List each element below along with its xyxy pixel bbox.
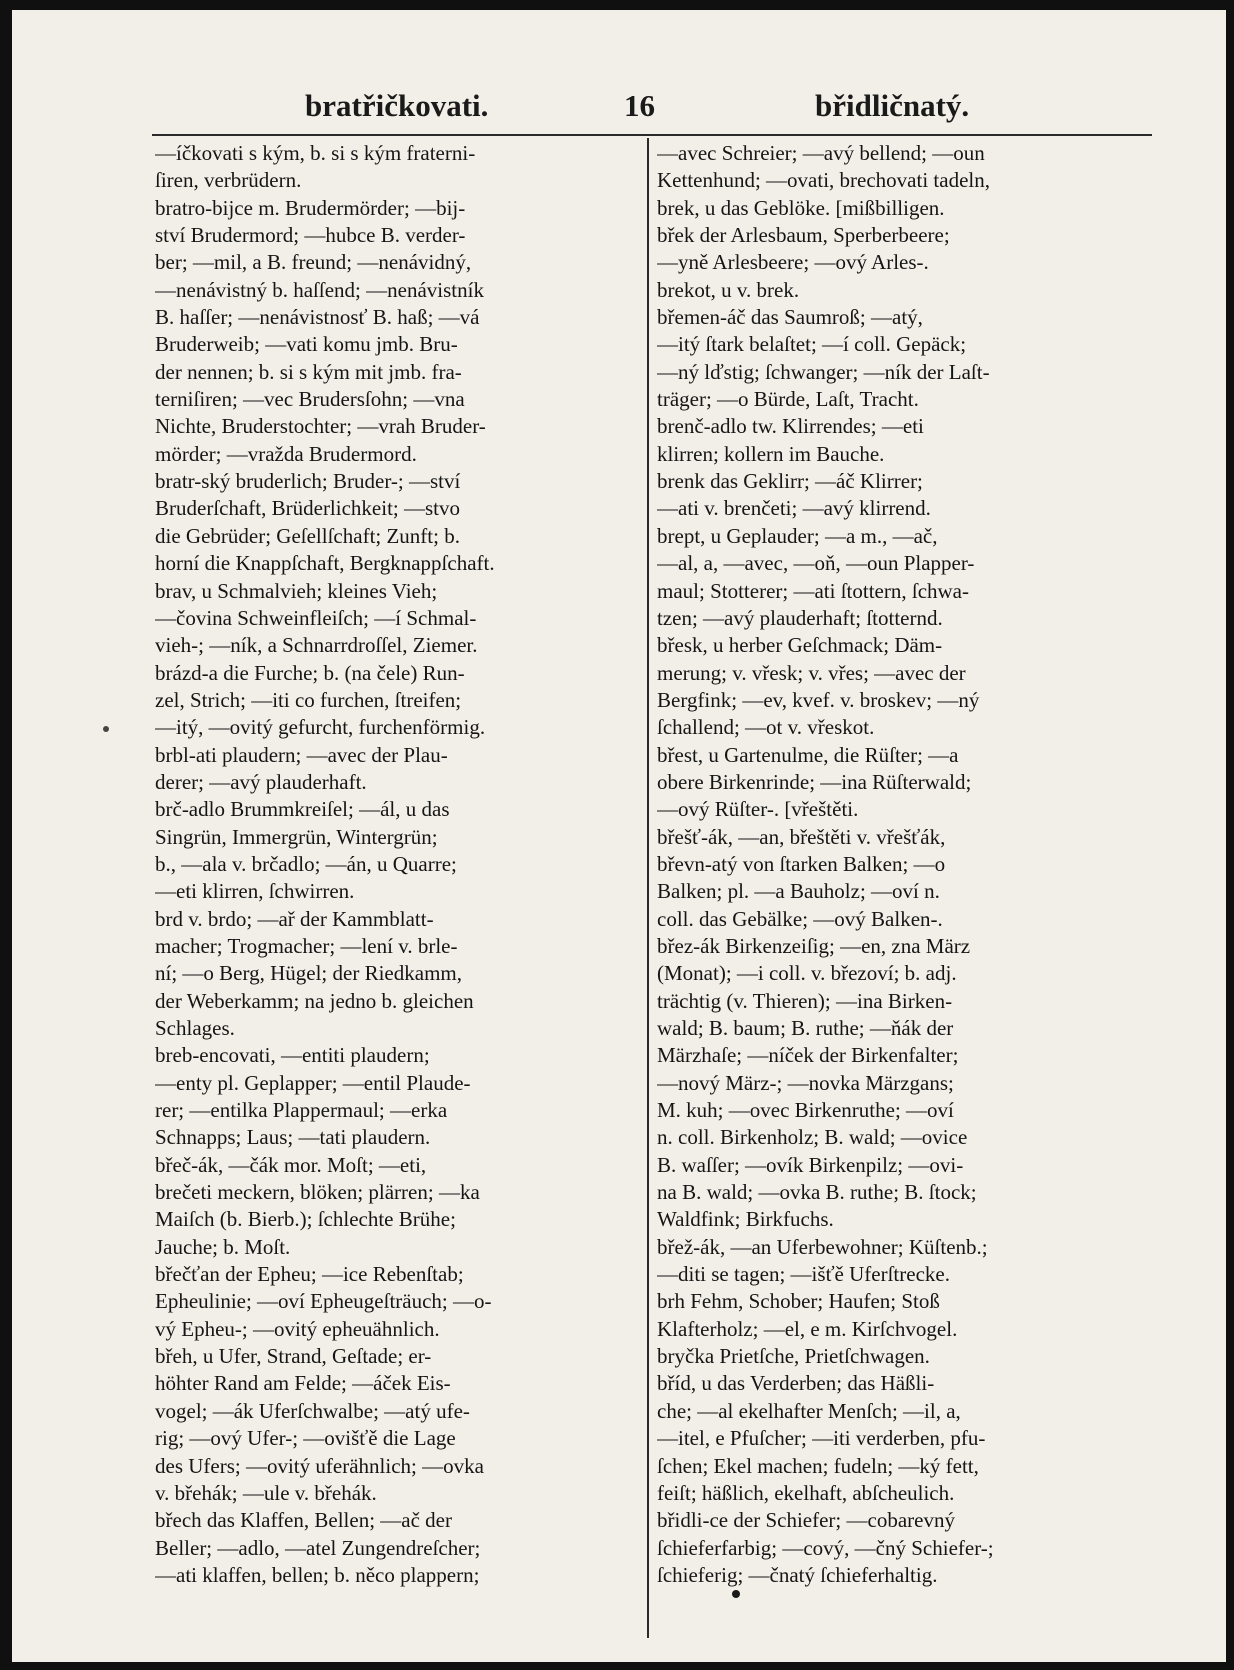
dictionary-line: —čovina Schweinfleiſch; —í Schmal- (155, 605, 477, 630)
dictionary-line: bratr-ský bruderlich; Bruder-; —ství (155, 469, 461, 494)
dictionary-line: Balken; pl. —a Bauholz; —oví n. (657, 879, 940, 904)
dictionary-line: —diti se tagen; —išťě Uferſtrecke. (657, 1262, 950, 1287)
dictionary-line: Märzhaſe; —níček der Birkenfalter; (657, 1043, 959, 1068)
dictionary-line: ní; —o Berg, Hügel; der Riedkamm, (155, 961, 462, 986)
dictionary-line: břemen-áč das Saumroß; —atý, (657, 305, 923, 330)
dictionary-line: maul; Stotterer; —ati ſtottern, ſchwa- (657, 578, 969, 603)
dictionary-line: ſchieferfarbig; —cový, —čný Schiefer-; (657, 1535, 994, 1560)
column-divider (647, 138, 649, 1638)
dictionary-line: —itý, —ovitý gefurcht, furchenförmig. (155, 715, 486, 740)
dictionary-line: Nichte, Bruderstochter; —vrah Bruder- (155, 414, 486, 439)
dictionary-line: —ový Rüſter-. [vřeštěti. (657, 797, 859, 822)
dictionary-line: břešť-ák, —an, břeštěti v. vřešťák, (657, 824, 946, 849)
dictionary-line: —nový März-; —novka Märzgans; (657, 1070, 954, 1095)
dictionary-line: merung; v. vřesk; v. vřes; —avec der (657, 660, 966, 685)
dictionary-line: n. coll. Birkenholz; B. wald; —ovice (657, 1125, 968, 1150)
dictionary-line: břevn-atý von ſtarken Balken; —o (657, 851, 946, 876)
dictionary-line: feiſt; häßlich, ekelhaft, abſcheulich. (657, 1480, 955, 1505)
dictionary-line: —ný lďstig; ſchwanger; —ník der Laſt- (657, 359, 990, 384)
dictionary-line: brd v. brdo; —ař der Kammblatt- (155, 906, 434, 931)
dictionary-line: derer; —avý plauderhaft. (155, 769, 367, 794)
dictionary-line: brav, u Schmalvieh; kleines Vieh; (155, 578, 438, 603)
dictionary-line: bryčka Prietſche, Prietſchwagen. (657, 1344, 930, 1369)
dictionary-line: Klafterholz; —el, e m. Kirſchvogel. (657, 1316, 958, 1341)
dictionary-line: brázd-a die Furche; b. (na čele) Run- (155, 660, 465, 685)
dictionary-line: wald; B. baum; B. ruthe; —ňák der (657, 1016, 954, 1040)
dictionary-line: breb-encovati, —entiti plaudern; (155, 1043, 430, 1068)
dictionary-line: Schlages. (155, 1016, 235, 1040)
dictionary-line: břeč-ák, —čák mor. Moſt; —eti, (155, 1152, 427, 1177)
dictionary-line: Jauche; b. Moſt. (155, 1234, 291, 1259)
dictionary-line: der nennen; b. si s kým mit jmb. fra- (155, 359, 462, 384)
dictionary-line: macher; Trogmacher; —lení v. brle- (155, 933, 458, 958)
right-column (657, 140, 1142, 1589)
dictionary-line: B. waſſer; —ovík Birkenpilz; —ovi- (657, 1152, 964, 1177)
dictionary-line: břech das Klaffen, Bellen; —ač der (155, 1508, 452, 1533)
dictionary-line: trächtig (v. Thieren); —ina Birken- (657, 988, 953, 1013)
dictionary-line: coll. das Gebälke; —ový Balken-. (657, 906, 943, 931)
dictionary-line: brbl-ati plaudern; —avec der Plau- (155, 742, 448, 767)
header-right-guide-word: břidličnatý. (815, 88, 970, 123)
dictionary-line: bratro-bijce m. Brudermörder; —bij- (155, 195, 466, 220)
dictionary-line: břeh, u Ufer, Strand, Geſtade; er- (155, 1344, 432, 1369)
dictionary-line: —íčkovati s kým, b. si s kým fraterni- (155, 141, 476, 165)
left-column (155, 140, 640, 1589)
dictionary-line: břest, u Gartenulme, die Rüſter; —a (657, 742, 959, 767)
dictionary-line: břez-ák Birkenzeiſig; —en, zna März (657, 933, 971, 958)
dictionary-line: obere Birkenrinde; —ina Rüſterwald; (657, 769, 972, 794)
dictionary-line: Waldfink; Birkfuchs. (657, 1207, 834, 1232)
dictionary-line: rig; —ový Ufer-; —ovišťě die Lage (155, 1426, 456, 1451)
dictionary-line: ſchen; Ekel machen; fudeln; —ký fett, (657, 1453, 979, 1478)
dictionary-line: des Ufers; —ovitý uferähnlich; —ovka (155, 1453, 484, 1478)
dictionary-line: břečťan der Epheu; —ice Rebenſtab; (155, 1262, 464, 1287)
dictionary-page (12, 10, 1226, 1662)
dictionary-line: Beller; —adlo, —atel Zungendreſcher; (155, 1535, 481, 1560)
dictionary-line: na B. wald; —ovka B. ruthe; B. ſtock; (657, 1180, 977, 1205)
dictionary-line: —itel, e Pfuſcher; —iti verderben, pfu- (657, 1426, 986, 1451)
dictionary-line: břek der Arlesbaum, Sperberbeere; (657, 223, 950, 248)
dictionary-line: (Monat); —i coll. v. březoví; b. adj. (657, 961, 957, 986)
dictionary-line: brenč-adlo tw. Klirrendes; —eti (657, 414, 924, 439)
dictionary-line: brh Fehm, Schober; Haufen; Stoß (657, 1289, 940, 1314)
dictionary-line: —enty pl. Geplapper; —entil Plaude- (155, 1070, 471, 1095)
dictionary-line: terniſiren; —vec Brudersſohn; —vna (155, 387, 465, 412)
dictionary-line: höhter Rand am Felde; —áček Eis- (155, 1371, 451, 1396)
header-left-guide-word: bratřičkovati. (305, 88, 489, 123)
dictionary-line: —eti klirren, ſchwirren. (155, 879, 355, 904)
dictionary-line: tzen; —avý plauderhaft; ſtotternd. (657, 605, 943, 630)
dictionary-line: brept, u Geplauder; —a m., —ač, (657, 523, 938, 548)
dictionary-line: Bruderſchaft, Brüderlichkeit; —stvo (155, 496, 461, 521)
dictionary-line: —al, a, —avec, —oň, —oun Plapper- (657, 551, 975, 576)
header-rule (152, 134, 1152, 136)
dictionary-line: ſiren, verbrüdern. (155, 168, 302, 193)
dictionary-line: brek, u das Geblöke. [mißbilligen. (657, 195, 945, 220)
dictionary-line: vieh-; —ník, a Schnarrdroſſel, Ziemer. (155, 633, 478, 658)
dictionary-line: ſchallend; —ot v. vřeskot. (657, 715, 875, 740)
dictionary-line: —ati v. brenčeti; —avý klirrend. (657, 496, 931, 521)
dictionary-line: b., —ala v. brčadlo; —án, u Quarre; (155, 851, 457, 876)
dictionary-line: bříd, u das Verderben; das Häßli- (657, 1371, 935, 1396)
dictionary-line: horní die Knappſchaft, Bergknappſchaft. (155, 551, 495, 576)
dictionary-line: rer; —entilka Plappermaul; —erka (155, 1098, 448, 1123)
dictionary-line: břež-ák, —an Uferbewohner; Küſtenb.; (657, 1234, 988, 1259)
dictionary-line: zel, Strich; —iti co furchen, ſtreifen; (155, 687, 462, 712)
dictionary-line: ſchieferig; —čnatý ſchieferhaltig. (657, 1562, 938, 1587)
dictionary-line: M. kuh; —ovec Birkenruthe; —oví (657, 1098, 954, 1123)
dictionary-line: ber; —mil, a B. freund; —nenávidný, (155, 250, 472, 275)
footer-dot (732, 1590, 740, 1598)
dictionary-line: B. haſſer; —nenávistnosť B. haß; —vá (155, 305, 480, 330)
dictionary-line: der Weberkamm; na jedno b. gleichen (155, 988, 474, 1013)
dictionary-line: Epheulinie; —oví Epheugeſträuch; —o- (155, 1289, 492, 1314)
dictionary-line: Maiſch (b. Bierb.); ſchlechte Brühe; (155, 1207, 456, 1232)
dictionary-line: brenk das Geklirr; —áč Klirrer; (657, 469, 923, 494)
dictionary-line: Bruderweib; —vati komu jmb. Bru- (155, 332, 458, 357)
dictionary-line: Bergfink; —ev, kvef. v. broskev; —ný (657, 687, 980, 712)
dictionary-line: klirren; kollern im Bauche. (657, 441, 885, 466)
dictionary-line: mörder; —vražda Brudermord. (155, 441, 417, 466)
dictionary-line: die Gebrüder; Geſellſchaft; Zunft; b. (155, 523, 460, 548)
dictionary-line: v. břehák; —ule v. břehák. (155, 1480, 377, 1505)
dictionary-line: —avec Schreier; —avý bellend; —oun (657, 141, 985, 165)
dictionary-line: träger; —o Bürde, Laſt, Tracht. (657, 387, 919, 412)
dictionary-line: brč-adlo Brummkreiſel; —ál, u das (155, 797, 450, 822)
dictionary-line: Schnapps; Laus; —tati plaudern. (155, 1125, 431, 1150)
dictionary-line: brekot, u v. brek. (657, 277, 800, 302)
margin-mark (103, 726, 109, 732)
dictionary-line: che; —al ekelhafter Menſch; —il, a, (657, 1398, 961, 1423)
dictionary-line: —itý ſtark belaſtet; —í coll. Gepäck; (657, 332, 967, 357)
dictionary-line: —ati klaffen, bellen; b. něco plappern; (155, 1562, 480, 1587)
dictionary-line: —nenávistný b. haſſend; —nenávistník (155, 277, 484, 302)
dictionary-line: vogel; —ák Uferſchwalbe; —atý ufe- (155, 1398, 470, 1423)
dictionary-line: břesk, u herber Geſchmack; Däm- (657, 633, 943, 658)
dictionary-line: —yně Arlesbeere; —ový Arles-. (657, 250, 929, 275)
dictionary-line: břidli-ce der Schiefer; —cobarevný (657, 1508, 955, 1533)
dictionary-line: ství Brudermord; —hubce B. verder- (155, 223, 466, 248)
dictionary-line: brečeti meckern, blöken; plärren; —ka (155, 1180, 480, 1205)
dictionary-line: vý Epheu-; —ovitý epheuähnlich. (155, 1316, 440, 1341)
dictionary-line: Singrün, Immergrün, Wintergrün; (155, 824, 438, 849)
dictionary-line: Kettenhund; —ovati, brechovati tadeln, (657, 168, 990, 193)
page-header (12, 88, 1226, 132)
page-number: 16 (624, 88, 655, 123)
